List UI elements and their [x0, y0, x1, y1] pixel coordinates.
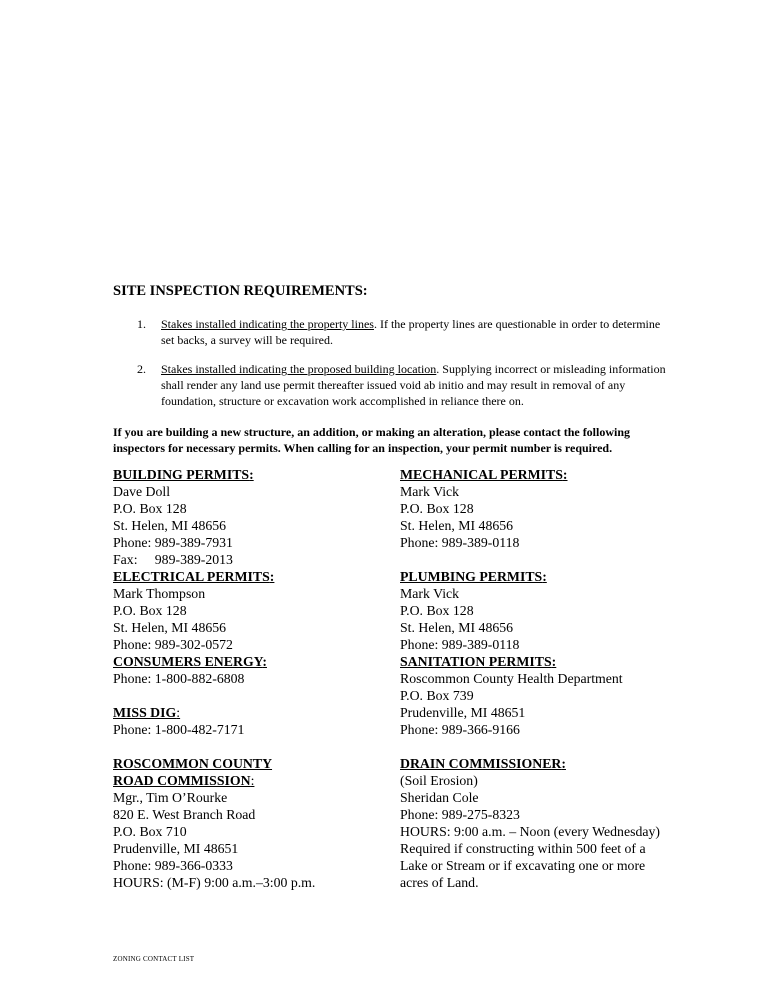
contact-line: Prudenville, MI 48651: [113, 841, 239, 856]
contact-mechanical-permits: [400, 466, 568, 551]
contact-line: Phone: 1-800-882-6808: [113, 671, 245, 686]
contact-line: Lake or Stream or if excavating one or more: [400, 858, 646, 873]
contact-line: acres of Land.: [400, 875, 479, 890]
contact-line: P.O. Box 710: [113, 824, 187, 839]
contact-line: Phone: 1-800-482-7171: [113, 722, 245, 737]
contact-plumbing-permits: [400, 568, 547, 653]
intro-paragraph: If you are building a new structure, an addition, or making an alteration, please contact the following inspectors for necessary permits. When calling for an inspection, your permit number is required.: [113, 425, 631, 455]
contact-line: Phone: 989-389-7931: [113, 535, 233, 550]
contact-drain-commissioner: [400, 755, 660, 891]
contact-electrical-permits: [113, 568, 274, 653]
contact-line: 820 E. West Branch Road: [113, 807, 256, 822]
contact-line: (Soil Erosion): [400, 773, 478, 788]
contact-line: Prudenville, MI 48651: [400, 705, 526, 720]
contact-title: MISS DIG:: [113, 705, 181, 720]
contact-road-commission: [113, 755, 315, 891]
requirement-underlined: Stakes installed indicating the proposed building location: [161, 362, 437, 376]
requirement-item: [137, 316, 667, 350]
contact-line: P.O. Box 128: [400, 603, 474, 618]
contact-line: P.O. Box 128: [400, 501, 474, 516]
contact-line: Mark Vick: [400, 586, 460, 601]
requirement-number: 2.: [137, 362, 146, 376]
requirement-rest: . Supplying incorrect or misleading information shall render any land use permit thereafter issued void ab initio and may result in removal of any foundation, structure or excavation work accomplished in reliance there on.: [161, 362, 666, 408]
contact-title: BUILDING PERMITS:: [113, 467, 254, 482]
section-title: SITE INSPECTION REQUIREMENTS:: [113, 283, 368, 299]
requirement-rest: . If the property lines are questionable in order to determine set backs, a survey will be required.: [161, 317, 661, 347]
contact-building-permits: [113, 466, 254, 568]
requirement-number: 1.: [137, 317, 146, 331]
contact-line: P.O. Box 739: [400, 688, 474, 703]
contact-line: HOURS: 9:00 a.m. – Noon (every Wednesday): [400, 824, 660, 839]
contact-line: St. Helen, MI 48656: [113, 518, 227, 533]
contact-line: Phone: 989-389-0118: [400, 535, 520, 550]
contact-line: Required if constructing within 500 feet of a: [400, 841, 646, 856]
contact-title: MECHANICAL PERMITS:: [400, 467, 568, 482]
contact-title: PLUMBING PERMITS:: [400, 569, 547, 584]
contact-line: St. Helen, MI 48656: [400, 518, 514, 533]
contact-line: Mgr., Tim O’Rourke: [113, 790, 228, 805]
contact-line: Phone: 989-366-0333: [113, 858, 233, 873]
contact-line: Phone: 989-389-0118: [400, 637, 520, 652]
contact-line: Mark Vick: [400, 484, 460, 499]
contact-line: P.O. Box 128: [113, 501, 187, 516]
contact-line: Roscommon County Health Department: [400, 671, 623, 686]
contact-title: CONSUMERS ENERGY:: [113, 654, 267, 669]
requirement-text: [161, 361, 681, 409]
contact-title: SANITATION PERMITS:: [400, 654, 557, 669]
page-footer: ZONING CONTACT LIST: [113, 955, 195, 963]
contact-line: Sheridan Cole: [400, 790, 479, 805]
contact-sanitation-permits: [400, 653, 623, 738]
contact-line: Fax: 989-389-2013: [113, 552, 233, 567]
contact-title-line1: ROSCOMMON COUNTY: [113, 756, 273, 771]
contact-title: DRAIN COMMISSIONER:: [400, 756, 566, 771]
contact-line: Mark Thompson: [113, 586, 206, 601]
contact-line: St. Helen, MI 48656: [113, 620, 227, 635]
contact-title-line2: ROAD COMMISSION:: [113, 773, 255, 788]
contact-title: ELECTRICAL PERMITS:: [113, 569, 275, 584]
contact-miss-dig: [113, 704, 244, 738]
requirement-item: [137, 361, 667, 411]
contact-line: Phone: 989-302-0572: [113, 637, 233, 652]
requirement-underlined: Stakes installed indicating the property lines: [161, 317, 374, 331]
contact-line: Dave Doll: [113, 484, 171, 499]
contact-consumers-energy: [113, 653, 267, 687]
contact-line: HOURS: (M-F) 9:00 a.m.–3:00 p.m.: [113, 875, 316, 890]
requirement-text: [161, 316, 661, 348]
contact-line: St. Helen, MI 48656: [400, 620, 514, 635]
contact-line: Phone: 989-366-9166: [400, 722, 520, 737]
contact-line: P.O. Box 128: [113, 603, 187, 618]
contact-line: Phone: 989-275-8323: [400, 807, 520, 822]
